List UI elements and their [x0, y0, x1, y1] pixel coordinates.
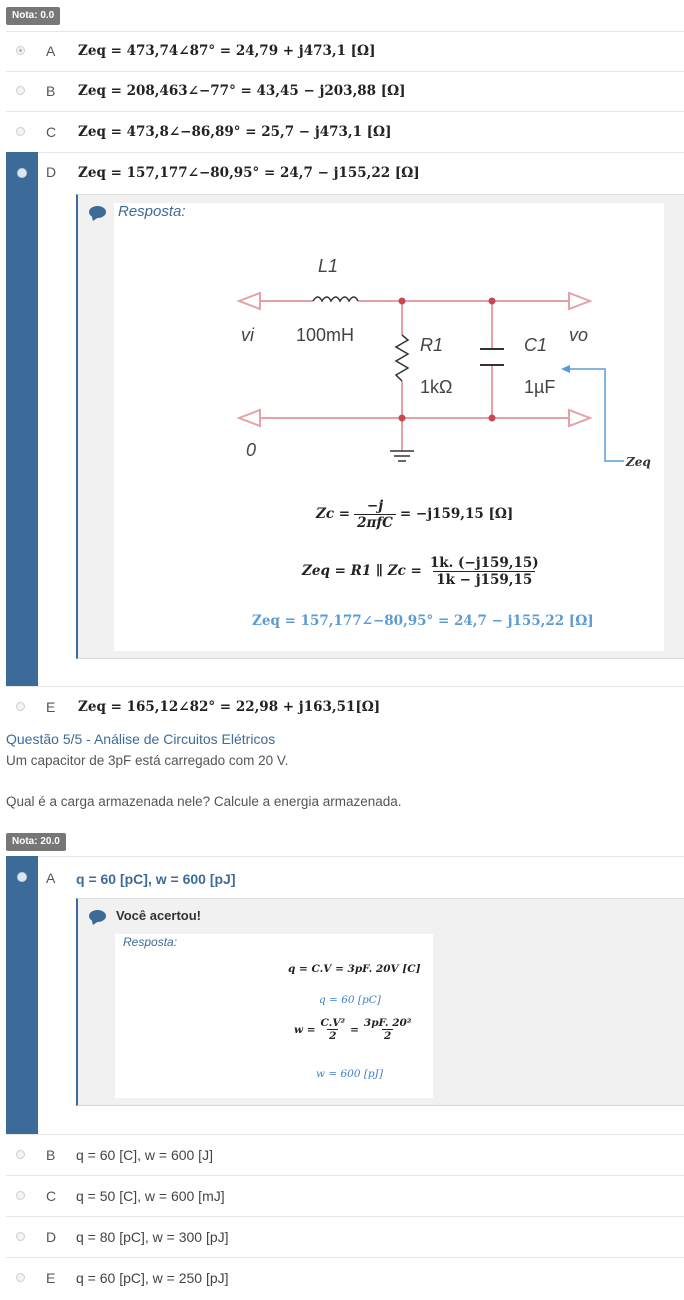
option-text: Zeq = 157,177∠−80,95° = 24,7 − j155,22 [Ω] [78, 165, 420, 181]
option-c[interactable] [6, 1175, 684, 1216]
inductor-name: L1 [318, 256, 339, 276]
feedback-content [115, 934, 433, 1098]
option-letter: A [46, 870, 56, 886]
equation-charge-result: q = 60 [pC] [319, 994, 381, 1006]
capacitor-name: C1 [524, 335, 548, 355]
question-prompt: Qual é a carga armazenada nele? Calcule a energia armazenada. [6, 794, 402, 809]
option-text: q = 60 [C], w = 600 [J] [76, 1147, 213, 1163]
response-label: Resposta: [123, 935, 178, 949]
option-letter: C [46, 1188, 57, 1204]
equation-zeq-parallel [302, 547, 542, 595]
radio-option-b[interactable] [16, 1150, 25, 1159]
grade-badge: Nota: 20.0 [6, 833, 66, 851]
radio-option-c[interactable] [16, 127, 25, 136]
output-ground-arrow [569, 410, 590, 426]
option-c[interactable] [6, 111, 684, 152]
zeq-pointer-arrowhead [561, 365, 570, 373]
option-text: Zeq = 165,12∠82° = 22,98 + j163,51[Ω] [78, 699, 381, 715]
feedback-panel [76, 194, 684, 659]
fraction-numerator: 3pF. 20² [363, 1017, 412, 1029]
fraction [427, 555, 542, 588]
grade-badge: Nota: 0.0 [6, 7, 60, 25]
feedback-panel [76, 898, 684, 1106]
input-terminal-arrow [239, 293, 260, 309]
radio-option-e[interactable] [16, 702, 25, 711]
option-letter: E [46, 699, 56, 715]
radio-option-d[interactable] [16, 1232, 25, 1241]
radio-option-d[interactable] [17, 168, 27, 178]
fraction-denominator: 2 [329, 1030, 337, 1042]
option-letter: D [46, 164, 57, 180]
comment-icon [89, 206, 106, 218]
option-e[interactable] [6, 1257, 684, 1298]
fraction-numerator: C.V² [320, 1017, 346, 1029]
option-letter: E [46, 1270, 56, 1286]
inductor-value: 100mH [296, 325, 355, 345]
eq-lhs: w = [294, 1023, 316, 1036]
fraction [319, 1017, 348, 1042]
eq-rhs: = −j159,15 [Ω] [399, 506, 514, 522]
option-d[interactable] [6, 1216, 684, 1257]
capacitor-value: 1µF [524, 377, 556, 397]
option-text: q = 60 [pC], w = 250 [pJ] [76, 1270, 229, 1286]
option-b[interactable] [6, 1134, 684, 1175]
output-terminal-arrow [569, 293, 590, 309]
ground-symbol [390, 451, 414, 461]
question-title: Questão 5/5 - Análise de Circuitos Elétricos [6, 731, 276, 747]
option-letter: A [46, 43, 56, 59]
option-text: Zeq = 473,74∠87° = 24,79 + j473,1 [Ω] [78, 43, 376, 59]
ground-label: 0 [246, 440, 257, 460]
equation-energy-result: w = 600 [pJ] [316, 1068, 383, 1080]
equation-zc [316, 489, 513, 539]
selected-option-bar [6, 856, 38, 1134]
resistor-symbol [396, 335, 408, 381]
option-text: Zeq = 473,8∠−86,89° = 25,7 − j473,1 [Ω] [78, 124, 392, 140]
fraction-denominator: 1k − j159,15 [433, 571, 535, 588]
radio-option-c[interactable] [16, 1191, 25, 1200]
equation-energy [294, 1017, 413, 1042]
radio-option-b[interactable] [16, 86, 25, 95]
option-text: q = 60 [pC], w = 600 [pJ] [76, 871, 236, 887]
input-label: vi [241, 325, 254, 345]
equals-sign: = [350, 1023, 359, 1036]
radio-option-a[interactable] [16, 46, 25, 55]
ground-terminal-arrow [239, 410, 260, 426]
circuit-node [489, 415, 496, 422]
inductor-symbol [313, 297, 358, 301]
zeq-label: Zeq [626, 455, 651, 469]
fraction [354, 498, 396, 531]
option-text: q = 80 [pC], w = 300 [pJ] [76, 1229, 229, 1245]
output-label: vo [569, 325, 589, 345]
radio-option-a[interactable] [17, 872, 27, 882]
option-b[interactable] [6, 71, 684, 111]
fraction-denominator: 2 [384, 1030, 392, 1042]
radio-option-e[interactable] [16, 1273, 25, 1282]
circuit-node [489, 298, 496, 305]
eq-lhs: Zc = [316, 506, 351, 522]
fraction-numerator: −j [366, 497, 384, 514]
option-letter: C [46, 124, 57, 140]
option-text: Zeq = 208,463∠−77° = 43,45 − j203,88 [Ω] [78, 83, 406, 99]
comment-icon [89, 910, 106, 922]
option-a[interactable] [6, 31, 684, 71]
equation-zeq-result: Zeq = 157,177∠−80,95° = 24,7 − j155,22 [Ω] [252, 613, 594, 629]
circuit-node [399, 298, 406, 305]
fraction-denominator: 2πfC [354, 514, 396, 531]
response-label: Resposta: [118, 203, 186, 220]
fraction-numerator: 1k. (−j159,15) [429, 554, 539, 571]
selected-option-bar [6, 152, 38, 686]
option-letter: D [46, 1229, 57, 1245]
circuit-node [399, 415, 406, 422]
eq-lhs: Zeq = R1 ∥ Zc = [302, 563, 422, 579]
option-text: q = 50 [C], w = 600 [mJ] [76, 1188, 225, 1204]
resistor-name: R1 [420, 335, 444, 355]
equation-charge: q = C.V = 3pF. 20V [C] [288, 963, 421, 975]
option-letter: B [46, 1147, 56, 1163]
option-letter: B [46, 83, 56, 99]
resistor-value: 1kΩ [420, 377, 453, 397]
fraction [362, 1017, 414, 1042]
option-e[interactable] [6, 686, 684, 727]
feedback-title: Você acertou! [116, 908, 202, 923]
question-statement: Um capacitor de 3pF está carregado com 20 V. [6, 753, 289, 768]
